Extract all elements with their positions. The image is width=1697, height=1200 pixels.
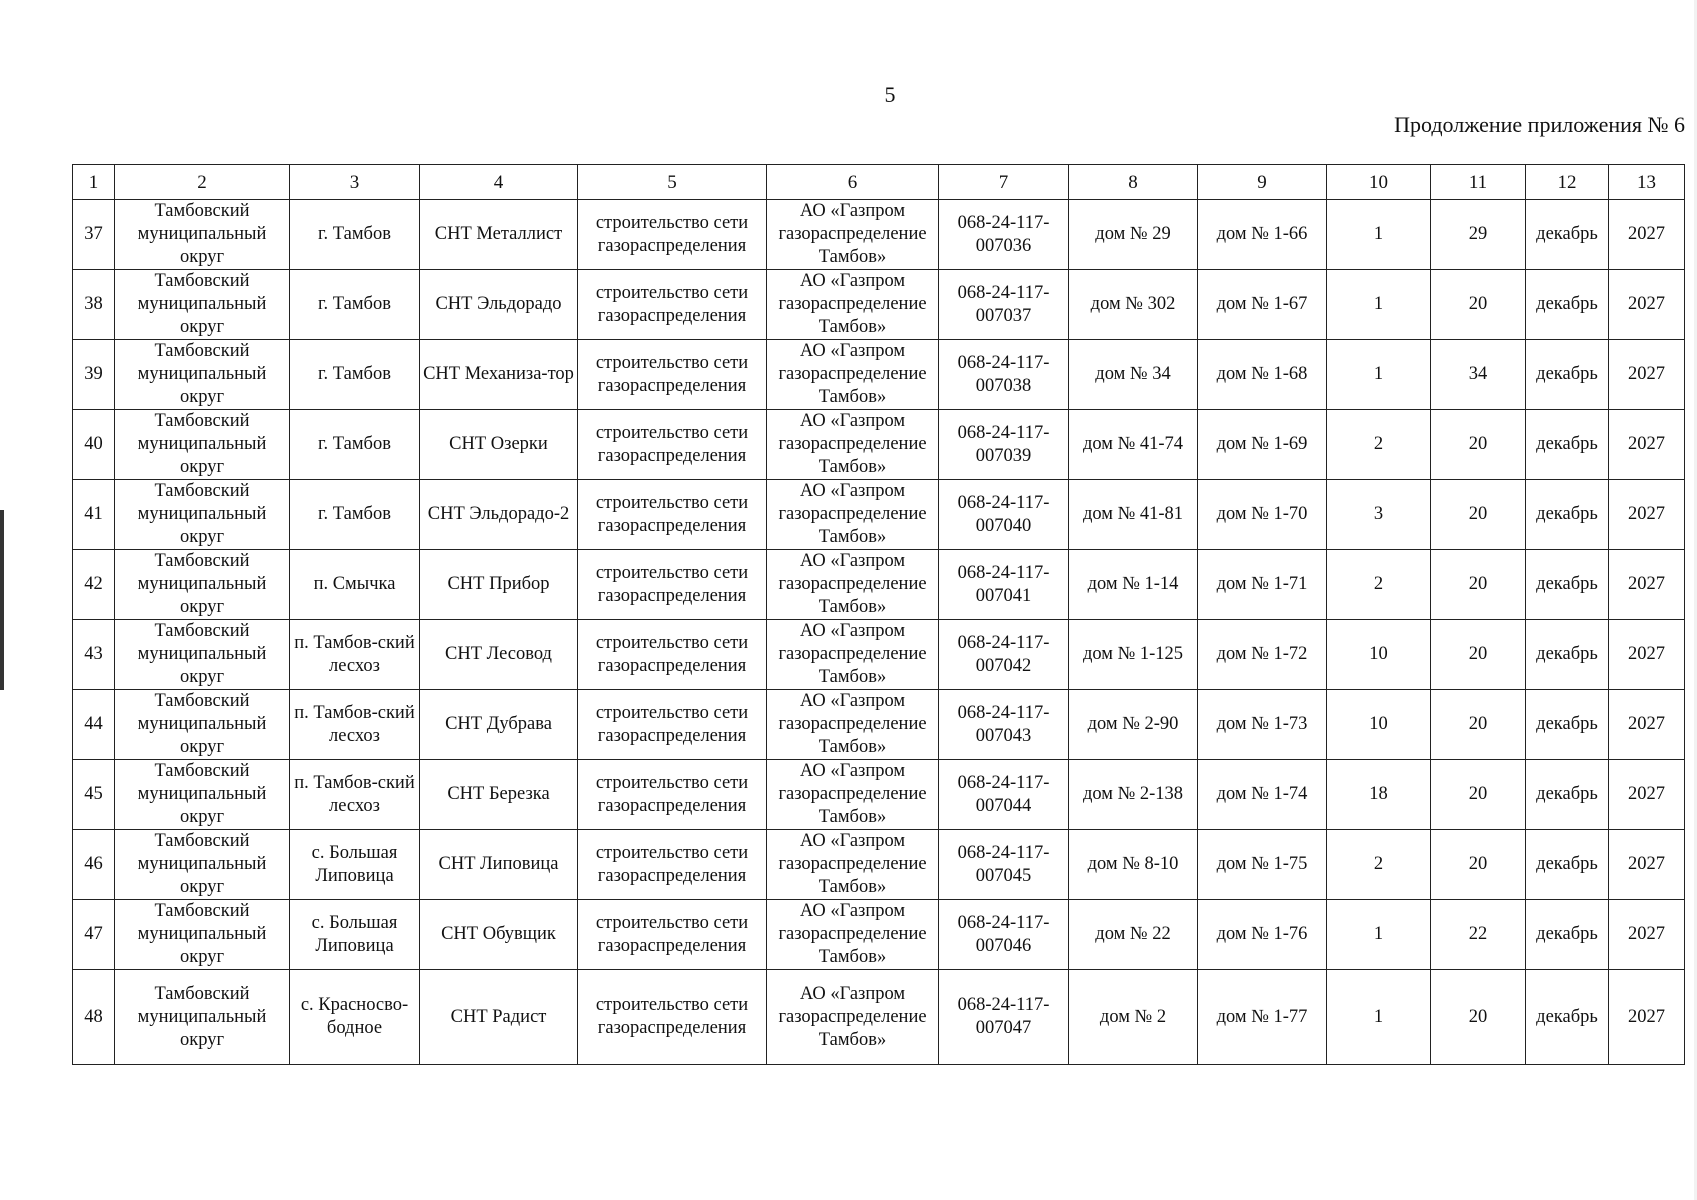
- table-cell: дом № 29: [1069, 200, 1198, 270]
- table-cell: 068-24-117-007038: [939, 340, 1069, 410]
- table-cell: 47: [73, 900, 115, 970]
- table-cell: 40: [73, 410, 115, 480]
- column-header: 13: [1609, 165, 1685, 200]
- table-cell: СНТ Обувщик: [420, 900, 578, 970]
- table-cell: СНТ Дубрава: [420, 690, 578, 760]
- table-cell: декабрь: [1526, 690, 1609, 760]
- table-cell: 2027: [1609, 970, 1685, 1065]
- table-cell: СНТ Радист: [420, 970, 578, 1065]
- table-cell: 2027: [1609, 550, 1685, 620]
- table-cell: дом № 1-76: [1198, 900, 1327, 970]
- table-cell: декабрь: [1526, 200, 1609, 270]
- table-row: [73, 830, 1685, 900]
- column-header: 9: [1198, 165, 1327, 200]
- table-cell: строительство сети газораспределения: [578, 760, 767, 830]
- table-cell: дом № 41-81: [1069, 480, 1198, 550]
- table-row: [73, 550, 1685, 620]
- table-cell: 18: [1327, 760, 1431, 830]
- table-cell: 2027: [1609, 270, 1685, 340]
- column-header: 5: [578, 165, 767, 200]
- table-cell: Тамбовский муниципальный округ: [115, 900, 290, 970]
- table-cell: СНТ Эльдорадо: [420, 270, 578, 340]
- table-cell: г. Тамбов: [290, 200, 420, 270]
- table-row: [73, 410, 1685, 480]
- table-cell: 2027: [1609, 900, 1685, 970]
- table-cell: 3: [1327, 480, 1431, 550]
- table-cell: строительство сети газораспределения: [578, 340, 767, 410]
- table-cell: 2027: [1609, 480, 1685, 550]
- table-cell: 29: [1431, 200, 1526, 270]
- table-cell: Тамбовский муниципальный округ: [115, 550, 290, 620]
- table-cell: дом № 1-66: [1198, 200, 1327, 270]
- table-cell: СНТ Липовица: [420, 830, 578, 900]
- table-cell: АО «Газпром газораспределение Тамбов»: [767, 760, 939, 830]
- table-cell: с. Большая Липовица: [290, 900, 420, 970]
- table-cell: 2027: [1609, 200, 1685, 270]
- column-header: 7: [939, 165, 1069, 200]
- table-row: [73, 620, 1685, 690]
- table-cell: дом № 1-68: [1198, 340, 1327, 410]
- table-row: [73, 340, 1685, 410]
- table-cell: СНТ Механиза-тор: [420, 340, 578, 410]
- table-cell: 2027: [1609, 830, 1685, 900]
- table-cell: 46: [73, 830, 115, 900]
- table-cell: АО «Газпром газораспределение Тамбов»: [767, 200, 939, 270]
- table-cell: 2027: [1609, 620, 1685, 690]
- table-cell: СНТ Лесовод: [420, 620, 578, 690]
- table-cell: 068-24-117-007040: [939, 480, 1069, 550]
- table-cell: 20: [1431, 410, 1526, 480]
- table-cell: декабрь: [1526, 760, 1609, 830]
- column-header: 12: [1526, 165, 1609, 200]
- table-cell: 068-24-117-007045: [939, 830, 1069, 900]
- table-cell: дом № 1-77: [1198, 970, 1327, 1065]
- table-cell: СНТ Прибор: [420, 550, 578, 620]
- table-cell: 20: [1431, 690, 1526, 760]
- column-header: 1: [73, 165, 115, 200]
- table-cell: АО «Газпром газораспределение Тамбов»: [767, 410, 939, 480]
- table-cell: строительство сети газораспределения: [578, 620, 767, 690]
- table-cell: 068-24-117-007044: [939, 760, 1069, 830]
- registry-table: [72, 164, 1685, 1065]
- table-cell: декабрь: [1526, 830, 1609, 900]
- table-cell: 1: [1327, 970, 1431, 1065]
- table-cell: п. Тамбов-ский лесхоз: [290, 620, 420, 690]
- table-cell: строительство сети газораспределения: [578, 410, 767, 480]
- column-header: 4: [420, 165, 578, 200]
- table-cell: 1: [1327, 200, 1431, 270]
- column-header: 8: [1069, 165, 1198, 200]
- table-cell: СНТ Металлист: [420, 200, 578, 270]
- table-cell: 2: [1327, 830, 1431, 900]
- table-cell: 068-24-117-007047: [939, 970, 1069, 1065]
- table-cell: строительство сети газораспределения: [578, 270, 767, 340]
- table-cell: АО «Газпром газораспределение Тамбов»: [767, 970, 939, 1065]
- table-cell: 2027: [1609, 690, 1685, 760]
- table-cell: 20: [1431, 270, 1526, 340]
- table-cell: Тамбовский муниципальный округ: [115, 340, 290, 410]
- table-cell: г. Тамбов: [290, 270, 420, 340]
- table-cell: Тамбовский муниципальный округ: [115, 970, 290, 1065]
- table-cell: декабрь: [1526, 410, 1609, 480]
- table-cell: СНТ Озерки: [420, 410, 578, 480]
- table-cell: строительство сети газораспределения: [578, 690, 767, 760]
- table-cell: п. Тамбов-ский лесхоз: [290, 760, 420, 830]
- table-cell: Тамбовский муниципальный округ: [115, 410, 290, 480]
- table-cell: 34: [1431, 340, 1526, 410]
- table-row: [73, 900, 1685, 970]
- table-cell: 068-24-117-007041: [939, 550, 1069, 620]
- table-cell: СНТ Березка: [420, 760, 578, 830]
- table-cell: 068-24-117-007046: [939, 900, 1069, 970]
- table-cell: АО «Газпром газораспределение Тамбов»: [767, 690, 939, 760]
- table-cell: декабрь: [1526, 620, 1609, 690]
- table-row: [73, 970, 1685, 1065]
- table-cell: АО «Газпром газораспределение Тамбов»: [767, 620, 939, 690]
- table-cell: декабрь: [1526, 550, 1609, 620]
- table-cell: 2027: [1609, 410, 1685, 480]
- table-cell: 20: [1431, 970, 1526, 1065]
- table-cell: 1: [1327, 340, 1431, 410]
- table-cell: 41: [73, 480, 115, 550]
- table-cell: 39: [73, 340, 115, 410]
- table-cell: г. Тамбов: [290, 480, 420, 550]
- table-row: [73, 480, 1685, 550]
- table-cell: с. Большая Липовица: [290, 830, 420, 900]
- table-cell: 20: [1431, 480, 1526, 550]
- table-cell: дом № 2: [1069, 970, 1198, 1065]
- table-cell: п. Тамбов-ский лесхоз: [290, 690, 420, 760]
- table-cell: г. Тамбов: [290, 410, 420, 480]
- column-header: 2: [115, 165, 290, 200]
- table-cell: дом № 1-72: [1198, 620, 1327, 690]
- table-cell: АО «Газпром газораспределение Тамбов»: [767, 480, 939, 550]
- table-cell: 068-24-117-007043: [939, 690, 1069, 760]
- appendix-heading: Продолжение приложения № 6: [1394, 112, 1685, 137]
- table-cell: дом № 2-138: [1069, 760, 1198, 830]
- table-cell: АО «Газпром газораспределение Тамбов»: [767, 830, 939, 900]
- scan-edge-mark: [0, 510, 4, 690]
- table-header-row: [73, 165, 1685, 200]
- table-cell: декабрь: [1526, 900, 1609, 970]
- table-cell: дом № 34: [1069, 340, 1198, 410]
- table-cell: 068-24-117-007042: [939, 620, 1069, 690]
- table-row: [73, 270, 1685, 340]
- table-cell: дом № 41-74: [1069, 410, 1198, 480]
- column-header: 11: [1431, 165, 1526, 200]
- table-cell: 22: [1431, 900, 1526, 970]
- table-cell: 37: [73, 200, 115, 270]
- table-row: [73, 200, 1685, 270]
- table-cell: дом № 1-70: [1198, 480, 1327, 550]
- page-number: 5: [884, 82, 896, 107]
- table-cell: дом № 1-69: [1198, 410, 1327, 480]
- table-cell: дом № 1-67: [1198, 270, 1327, 340]
- table-cell: дом № 1-74: [1198, 760, 1327, 830]
- table-cell: дом № 1-125: [1069, 620, 1198, 690]
- table-cell: Тамбовский муниципальный округ: [115, 760, 290, 830]
- column-header: 3: [290, 165, 420, 200]
- table-cell: 20: [1431, 760, 1526, 830]
- table-cell: декабрь: [1526, 270, 1609, 340]
- table-cell: с. Красносво-бодное: [290, 970, 420, 1065]
- table-cell: 2: [1327, 410, 1431, 480]
- table-cell: 38: [73, 270, 115, 340]
- table-cell: дом № 1-75: [1198, 830, 1327, 900]
- table-cell: строительство сети газораспределения: [578, 200, 767, 270]
- table-cell: дом № 2-90: [1069, 690, 1198, 760]
- table-cell: АО «Газпром газораспределение Тамбов»: [767, 900, 939, 970]
- table-cell: 068-24-117-007036: [939, 200, 1069, 270]
- table-cell: 10: [1327, 620, 1431, 690]
- table-cell: строительство сети газораспределения: [578, 970, 767, 1065]
- table-cell: дом № 1-73: [1198, 690, 1327, 760]
- table-cell: 43: [73, 620, 115, 690]
- table-cell: 20: [1431, 550, 1526, 620]
- table-cell: дом № 302: [1069, 270, 1198, 340]
- table-cell: 42: [73, 550, 115, 620]
- table-cell: 2027: [1609, 340, 1685, 410]
- table-cell: 45: [73, 760, 115, 830]
- table-cell: 1: [1327, 900, 1431, 970]
- column-header: 10: [1327, 165, 1431, 200]
- table-cell: Тамбовский муниципальный округ: [115, 480, 290, 550]
- table-cell: п. Смычка: [290, 550, 420, 620]
- table-cell: дом № 1-14: [1069, 550, 1198, 620]
- table-cell: АО «Газпром газораспределение Тамбов»: [767, 550, 939, 620]
- table-cell: Тамбовский муниципальный округ: [115, 200, 290, 270]
- table-cell: Тамбовский муниципальный округ: [115, 830, 290, 900]
- table-cell: дом № 8-10: [1069, 830, 1198, 900]
- table-cell: 20: [1431, 620, 1526, 690]
- table-cell: АО «Газпром газораспределение Тамбов»: [767, 270, 939, 340]
- table-cell: г. Тамбов: [290, 340, 420, 410]
- table-cell: Тамбовский муниципальный округ: [115, 620, 290, 690]
- table-cell: декабрь: [1526, 970, 1609, 1065]
- table-cell: дом № 1-71: [1198, 550, 1327, 620]
- table-cell: АО «Газпром газораспределение Тамбов»: [767, 340, 939, 410]
- table-cell: 1: [1327, 270, 1431, 340]
- table-cell: Тамбовский муниципальный округ: [115, 270, 290, 340]
- column-header: 6: [767, 165, 939, 200]
- table-cell: декабрь: [1526, 480, 1609, 550]
- table-row: [73, 690, 1685, 760]
- table-cell: 2: [1327, 550, 1431, 620]
- table-cell: 20: [1431, 830, 1526, 900]
- table-cell: дом № 22: [1069, 900, 1198, 970]
- table-cell: Тамбовский муниципальный округ: [115, 690, 290, 760]
- table-cell: строительство сети газораспределения: [578, 480, 767, 550]
- table-cell: 44: [73, 690, 115, 760]
- table-cell: строительство сети газораспределения: [578, 900, 767, 970]
- table-cell: 10: [1327, 690, 1431, 760]
- table-cell: декабрь: [1526, 340, 1609, 410]
- table-cell: СНТ Эльдорадо-2: [420, 480, 578, 550]
- table-cell: строительство сети газораспределения: [578, 830, 767, 900]
- table-cell: 2027: [1609, 760, 1685, 830]
- table-cell: 068-24-117-007039: [939, 410, 1069, 480]
- table-row: [73, 760, 1685, 830]
- table-cell: строительство сети газораспределения: [578, 550, 767, 620]
- table-cell: 068-24-117-007037: [939, 270, 1069, 340]
- table-cell: 48: [73, 970, 115, 1065]
